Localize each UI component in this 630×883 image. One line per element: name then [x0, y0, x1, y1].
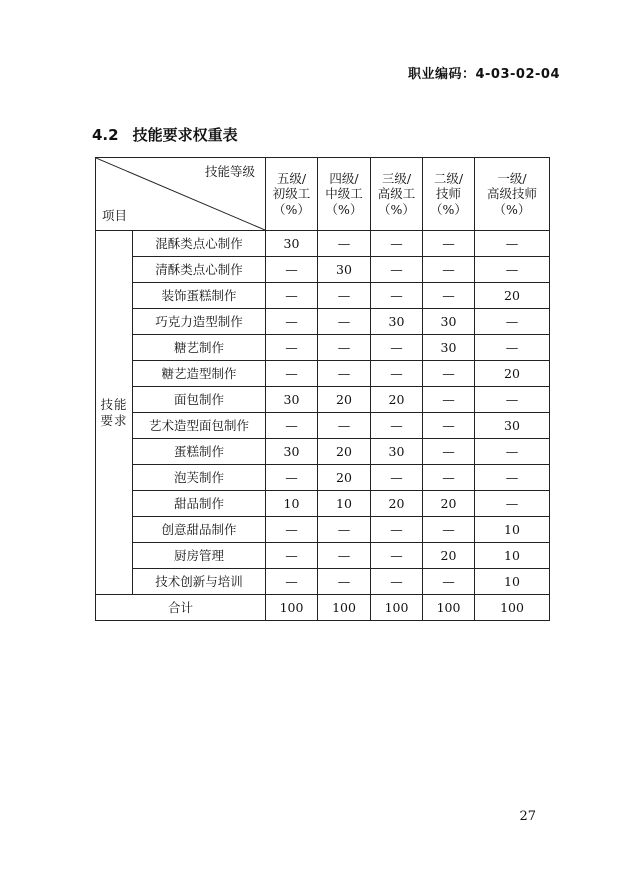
value-cell: —	[266, 569, 318, 595]
value-cell: —	[475, 491, 550, 517]
level-header-line: （%）	[273, 201, 310, 217]
item-cell: 泡芙制作	[133, 465, 266, 491]
value-cell: 10	[475, 569, 550, 595]
value-cell: 30	[371, 439, 423, 465]
value-cell: —	[266, 283, 318, 309]
value-cell: —	[266, 517, 318, 543]
category-line: 技能	[100, 396, 128, 412]
item-cell: 巧克力造型制作	[133, 309, 266, 335]
table-row	[96, 387, 550, 413]
value-cell: —	[423, 413, 475, 439]
item-cell: 艺术造型面包制作	[133, 413, 266, 439]
item-cell: 创意甜品制作	[133, 517, 266, 543]
table-row	[96, 569, 550, 595]
level-header-line: 初级工	[272, 186, 311, 202]
value-cell: —	[318, 517, 371, 543]
value-cell: 20	[423, 491, 475, 517]
value-cell: —	[371, 283, 423, 309]
value-cell: —	[475, 335, 550, 361]
value-cell: —	[318, 309, 371, 335]
value-cell: —	[266, 335, 318, 361]
value-cell: —	[318, 543, 371, 569]
level-header-line: 四级/	[329, 170, 359, 186]
section-title	[92, 124, 238, 145]
value-cell: —	[371, 413, 423, 439]
total-label-cell: 合计	[96, 595, 266, 621]
value-cell: —	[371, 543, 423, 569]
level-header-line: （%）	[430, 201, 467, 217]
table-row	[96, 335, 550, 361]
level-header-line: （%）	[325, 201, 363, 217]
value-cell: 10	[266, 491, 318, 517]
value-cell: —	[266, 361, 318, 387]
table-row	[96, 465, 550, 491]
level-header-line: 高级技师	[486, 186, 537, 202]
value-cell: 30	[423, 335, 475, 361]
item-cell: 面包制作	[133, 387, 266, 413]
value-cell: —	[371, 361, 423, 387]
item-cell: 糖艺造型制作	[133, 361, 266, 387]
level-header-1	[475, 158, 550, 231]
item-cell: 甜品制作	[133, 491, 266, 517]
level-header-3	[371, 158, 423, 231]
value-cell: 20	[318, 387, 371, 413]
table-row	[96, 543, 550, 569]
level-header-line: 三级/	[381, 170, 412, 186]
level-header-line: 一级/	[497, 170, 527, 186]
table-row	[96, 257, 550, 283]
value-cell: —	[423, 361, 475, 387]
value-cell: —	[318, 283, 371, 309]
corner-label-skill-level: 技能等级	[204, 164, 255, 179]
total-row	[96, 595, 550, 621]
category-line: 要求	[100, 412, 128, 428]
total-cell: 100	[266, 595, 318, 621]
item-cell: 厨房管理	[133, 543, 266, 569]
table-row	[96, 361, 550, 387]
value-cell: —	[266, 413, 318, 439]
skill-weight-table	[95, 157, 550, 621]
value-cell: 20	[371, 491, 423, 517]
value-cell: —	[371, 257, 423, 283]
value-cell: —	[266, 257, 318, 283]
page-number: 27	[519, 809, 536, 824]
total-cell: 100	[475, 595, 550, 621]
value-cell: —	[371, 465, 423, 491]
value-cell: 30	[475, 413, 550, 439]
item-cell: 技术创新与培训	[133, 569, 266, 595]
value-cell: 10	[475, 517, 550, 543]
level-header-line: 中级工	[325, 186, 363, 202]
value-cell: —	[423, 257, 475, 283]
item-cell: 蛋糕制作	[133, 439, 266, 465]
item-cell: 糖艺制作	[133, 335, 266, 361]
value-cell: 30	[318, 257, 371, 283]
value-cell: —	[266, 465, 318, 491]
value-cell: —	[318, 361, 371, 387]
value-cell: 20	[318, 465, 371, 491]
item-cell: 清酥类点心制作	[133, 257, 266, 283]
level-header-line: 五级/	[276, 170, 307, 186]
level-header-line: 二级/	[433, 170, 464, 186]
value-cell: —	[475, 465, 550, 491]
level-header-5	[266, 158, 318, 231]
table-row	[96, 491, 550, 517]
value-cell: 30	[371, 309, 423, 335]
value-cell: —	[318, 413, 371, 439]
value-cell: —	[318, 569, 371, 595]
section-title-text: 技能要求权重表	[132, 126, 238, 144]
value-cell: —	[475, 257, 550, 283]
value-cell: 30	[266, 439, 318, 465]
value-cell: —	[475, 387, 550, 413]
table-row	[96, 517, 550, 543]
value-cell: —	[371, 569, 423, 595]
value-cell: 20	[423, 543, 475, 569]
level-header-line: （%）	[378, 201, 415, 217]
level-header-line: 高级工	[377, 186, 416, 202]
value-cell: —	[371, 231, 423, 257]
value-cell: —	[475, 309, 550, 335]
value-cell: —	[423, 465, 475, 491]
level-header-2	[423, 158, 475, 231]
total-cell: 100	[318, 595, 371, 621]
value-cell: —	[475, 439, 550, 465]
category-cell	[96, 231, 133, 595]
value-cell: —	[475, 231, 550, 257]
value-cell: 10	[475, 543, 550, 569]
level-header-line: 技师	[435, 186, 461, 202]
occupation-code: 职业编码：4-03-02-04	[407, 67, 560, 82]
value-cell: 20	[318, 439, 371, 465]
value-cell: —	[371, 517, 423, 543]
table-row	[96, 439, 550, 465]
corner-label-item: 项目	[102, 208, 128, 224]
value-cell: 10	[318, 491, 371, 517]
level-header-4	[318, 158, 371, 231]
value-cell: 20	[475, 283, 550, 309]
value-cell: —	[423, 387, 475, 413]
table-row	[96, 231, 550, 257]
value-cell: —	[371, 335, 423, 361]
value-cell: —	[423, 439, 475, 465]
value-cell: —	[318, 335, 371, 361]
level-header-line: （%）	[493, 201, 531, 217]
section-number: 4.2	[92, 126, 119, 144]
value-cell: 20	[371, 387, 423, 413]
value-cell: —	[423, 283, 475, 309]
value-cell: —	[318, 231, 371, 257]
value-cell: —	[266, 309, 318, 335]
value-cell: —	[423, 231, 475, 257]
table-header-row	[96, 158, 550, 231]
value-cell: 20	[475, 361, 550, 387]
value-cell: 30	[266, 231, 318, 257]
item-cell: 装饰蛋糕制作	[133, 283, 266, 309]
item-cell: 混酥类点心制作	[133, 231, 266, 257]
total-cell: 100	[371, 595, 423, 621]
value-cell: 30	[266, 387, 318, 413]
value-cell: —	[423, 569, 475, 595]
table-row	[96, 283, 550, 309]
table-row	[96, 413, 550, 439]
value-cell: 30	[423, 309, 475, 335]
value-cell: —	[266, 543, 318, 569]
table-row	[96, 309, 550, 335]
value-cell: —	[423, 517, 475, 543]
total-cell: 100	[423, 595, 475, 621]
corner-header-cell	[96, 158, 266, 231]
